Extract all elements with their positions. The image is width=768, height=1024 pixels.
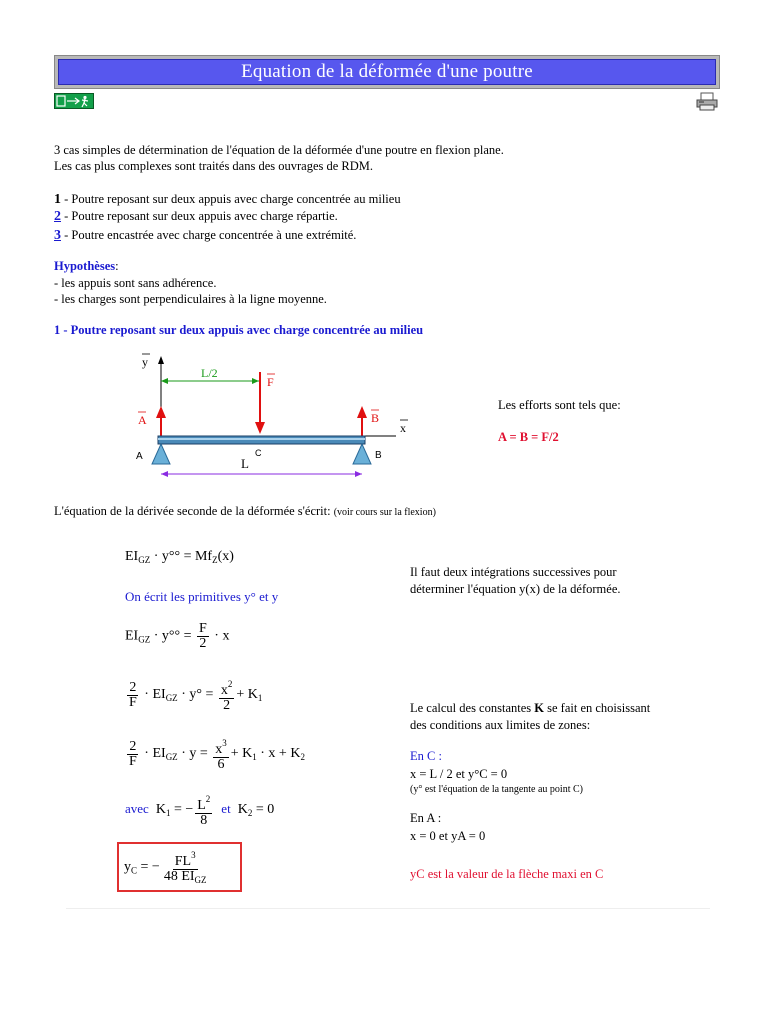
en-a-equation: x = 0 et yA = 0 bbox=[410, 829, 486, 843]
yc-num: FL bbox=[174, 854, 192, 869]
constantes-1a: Le calcul des constantes bbox=[410, 701, 535, 715]
span-label: L bbox=[241, 456, 249, 471]
span-arrow-right bbox=[355, 471, 362, 477]
constantes-1b: se fait en choisissant bbox=[544, 701, 651, 715]
eq3-right: + K bbox=[236, 687, 258, 703]
eq3-frac1 bbox=[127, 681, 139, 710]
constants-equation bbox=[125, 792, 274, 828]
equation-1 bbox=[125, 549, 234, 565]
eq4-sub: GZ bbox=[165, 752, 178, 763]
yc-den-wrap bbox=[162, 870, 209, 887]
integrations-2b: y(x) bbox=[519, 582, 540, 596]
yc-num-wrap bbox=[173, 848, 198, 870]
en-c-label: En C : bbox=[410, 749, 442, 763]
eq3-sub: GZ bbox=[165, 693, 178, 704]
reaction-b-label: B bbox=[371, 411, 380, 425]
point-a-label: A bbox=[136, 451, 143, 462]
beam-highlight bbox=[158, 438, 365, 440]
bottom-divider bbox=[66, 908, 710, 909]
eq2-ei-sub: GZ bbox=[138, 634, 151, 645]
eq3-mid2: · y° = bbox=[177, 687, 217, 703]
eq3-den2: 2 bbox=[223, 698, 231, 713]
eq4-den2: 6 bbox=[217, 757, 225, 772]
half-span-arrow-right bbox=[252, 378, 259, 384]
eq4-mid2: · y = bbox=[177, 746, 212, 762]
fleche-note: yC est la valeur de la flèche maxi en C bbox=[410, 867, 604, 881]
case-2-text: - Poutre reposant sur deux appuis avec charge répartie. bbox=[61, 209, 338, 223]
eq3-den1: F bbox=[129, 694, 137, 710]
exit-icon[interactable] bbox=[54, 93, 94, 109]
equation-3 bbox=[125, 677, 262, 713]
yc-eq: = − bbox=[137, 859, 160, 875]
eq4-right2: · x + K bbox=[256, 746, 301, 762]
derivative-statement bbox=[54, 504, 436, 519]
k1-sub: 1 bbox=[165, 808, 171, 819]
eq3-num2-wrap bbox=[219, 677, 235, 699]
k1-label: K bbox=[155, 802, 166, 818]
half-span-label: L/2 bbox=[201, 366, 218, 380]
constantes-line-2: des conditions aux limites de zones: bbox=[410, 718, 591, 732]
integrations-2a: déterminer l'équation bbox=[410, 582, 520, 596]
yc-den: 48 EI bbox=[163, 869, 195, 884]
eq1-mf-sub: Z bbox=[212, 555, 218, 565]
constantes-line-1 bbox=[410, 701, 650, 716]
k1-den: 8 bbox=[200, 813, 208, 828]
k2-sub: 2 bbox=[247, 808, 253, 819]
eq4-num1: 2 bbox=[129, 738, 137, 754]
force-label: F bbox=[267, 375, 274, 389]
efforts-label: Les efforts sont tels que: bbox=[498, 398, 621, 412]
point-b-label: B bbox=[375, 450, 382, 461]
hypotheses-title bbox=[54, 259, 119, 274]
case-3-link[interactable]: 3 bbox=[54, 228, 61, 243]
en-c-note: (y° est l'équation de la tangente au point C) bbox=[410, 784, 583, 795]
force-arrowhead bbox=[255, 422, 265, 434]
efforts-result: A = B = F/2 bbox=[498, 430, 559, 444]
hypothesis-2: - les charges sont perpendiculaires à la ligne moyenne. bbox=[54, 292, 327, 306]
yc-sub: C bbox=[131, 865, 138, 876]
section-1-heading: 1 - Poutre reposant sur deux appuis avec charge concentrée au milieu bbox=[54, 323, 424, 337]
yc-den-sub: GZ bbox=[194, 875, 207, 885]
primitives-text: On écrit les primitives y° et y bbox=[125, 589, 279, 604]
reaction-a-arrowhead bbox=[156, 406, 166, 418]
k1-eq: = − bbox=[170, 802, 194, 818]
support-a bbox=[152, 444, 170, 464]
equation-2 bbox=[125, 622, 229, 651]
et-label: et bbox=[221, 801, 231, 817]
deflection-equation bbox=[124, 848, 211, 887]
support-b bbox=[353, 444, 371, 464]
eq4-k1-sub: 1 bbox=[252, 752, 257, 763]
eq4-frac2 bbox=[213, 736, 229, 772]
eq4-frac1 bbox=[127, 740, 139, 769]
yc-frac bbox=[162, 848, 209, 887]
eq2-den: 2 bbox=[199, 636, 207, 651]
eq3-k-sub: 1 bbox=[257, 693, 263, 704]
eq3-num2: x bbox=[220, 683, 228, 698]
eq4-k2-sub: 2 bbox=[300, 752, 305, 763]
case-2 bbox=[54, 209, 338, 225]
span-arrow-left bbox=[161, 471, 168, 477]
eq4-right1: + K bbox=[230, 746, 253, 762]
hypotheses-label: Hypothèses bbox=[54, 259, 116, 273]
yc-label: y bbox=[124, 859, 131, 875]
constantes-k: K bbox=[534, 701, 544, 715]
integrations-line-2 bbox=[410, 582, 621, 597]
k2-eq: = 0 bbox=[252, 802, 275, 818]
beam-diagram bbox=[128, 350, 420, 482]
eq4-num2: x bbox=[215, 742, 223, 757]
half-span-arrow-left bbox=[161, 378, 168, 384]
k2-label: K bbox=[237, 802, 248, 818]
eq2-num: F bbox=[198, 621, 207, 636]
en-c-equation: x = L / 2 et y°C = 0 bbox=[410, 767, 508, 781]
eq3-num1: 2 bbox=[129, 679, 137, 695]
integrations-line-1: Il faut deux intégrations successives pour bbox=[410, 565, 617, 579]
intro-line-2: Les cas plus complexes sont traités dans des ouvrages de RDM. bbox=[54, 159, 374, 173]
en-a-label: En A : bbox=[410, 811, 442, 825]
hypotheses-colon: : bbox=[115, 259, 119, 273]
reaction-b-arrowhead bbox=[357, 406, 367, 418]
hypothesis-1: - les appuis sont sans adhérence. bbox=[54, 276, 217, 290]
reaction-a-label: A bbox=[138, 413, 147, 427]
y-axis-arrow bbox=[158, 356, 164, 364]
eq4-mid: · EI bbox=[140, 746, 166, 762]
eq1-ei: EI bbox=[125, 549, 139, 564]
y-axis-label: y bbox=[142, 355, 148, 369]
eq4-num2-wrap bbox=[213, 736, 229, 758]
yc-sup: 3 bbox=[191, 850, 196, 860]
case-3-text: - Poutre encastrée avec charge concentrée à une extrémité. bbox=[61, 228, 357, 242]
derivative-note: (voir cours sur la flexion) bbox=[333, 507, 436, 518]
k1-num: L bbox=[197, 798, 206, 813]
page-title: Equation de la déformée d'une poutre bbox=[241, 61, 533, 82]
case-1 bbox=[54, 192, 401, 208]
title-inner bbox=[58, 59, 716, 85]
x-axis-label: x bbox=[400, 421, 406, 435]
eq1-mid: · y°° = Mf bbox=[150, 549, 213, 564]
equation-4 bbox=[125, 736, 305, 772]
intro-line-1: 3 cas simples de détermination de l'équation de la déformée d'une poutre en flexion plane. bbox=[54, 143, 504, 157]
case-3 bbox=[54, 228, 356, 244]
case-2-link[interactable]: 2 bbox=[54, 209, 61, 224]
eq4-sup2: 3 bbox=[222, 738, 227, 748]
eq3-mid: · EI bbox=[140, 687, 166, 703]
eq2-right: · x bbox=[210, 628, 230, 644]
k1-sup: 2 bbox=[205, 794, 211, 804]
eq2-ei: EI bbox=[125, 628, 139, 644]
k1-num-wrap bbox=[195, 792, 212, 814]
eq3-sup2: 2 bbox=[227, 679, 233, 689]
eq3-frac2 bbox=[219, 677, 235, 713]
eq4-den1: F bbox=[129, 753, 137, 769]
eq1-x: (x) bbox=[217, 549, 234, 564]
k1-frac bbox=[195, 792, 212, 828]
printer-icon[interactable] bbox=[695, 92, 719, 112]
point-c-label: C bbox=[255, 448, 262, 458]
eq1-ei-sub: GZ bbox=[138, 555, 151, 565]
integrations-2c: de la déformée. bbox=[539, 582, 621, 596]
case-1-text: - Poutre reposant sur deux appuis avec charge concentrée au milieu bbox=[61, 192, 401, 206]
eq2-mid: · y°° = bbox=[150, 628, 195, 644]
derivative-text: L'équation de la dérivée seconde de la déformée s'écrit: bbox=[54, 504, 334, 518]
title-bar bbox=[54, 55, 720, 89]
exit-door-icon bbox=[55, 94, 93, 108]
case-1-number: 1 bbox=[54, 192, 61, 207]
avec-label: avec bbox=[125, 801, 149, 817]
eq2-fraction bbox=[197, 622, 209, 651]
